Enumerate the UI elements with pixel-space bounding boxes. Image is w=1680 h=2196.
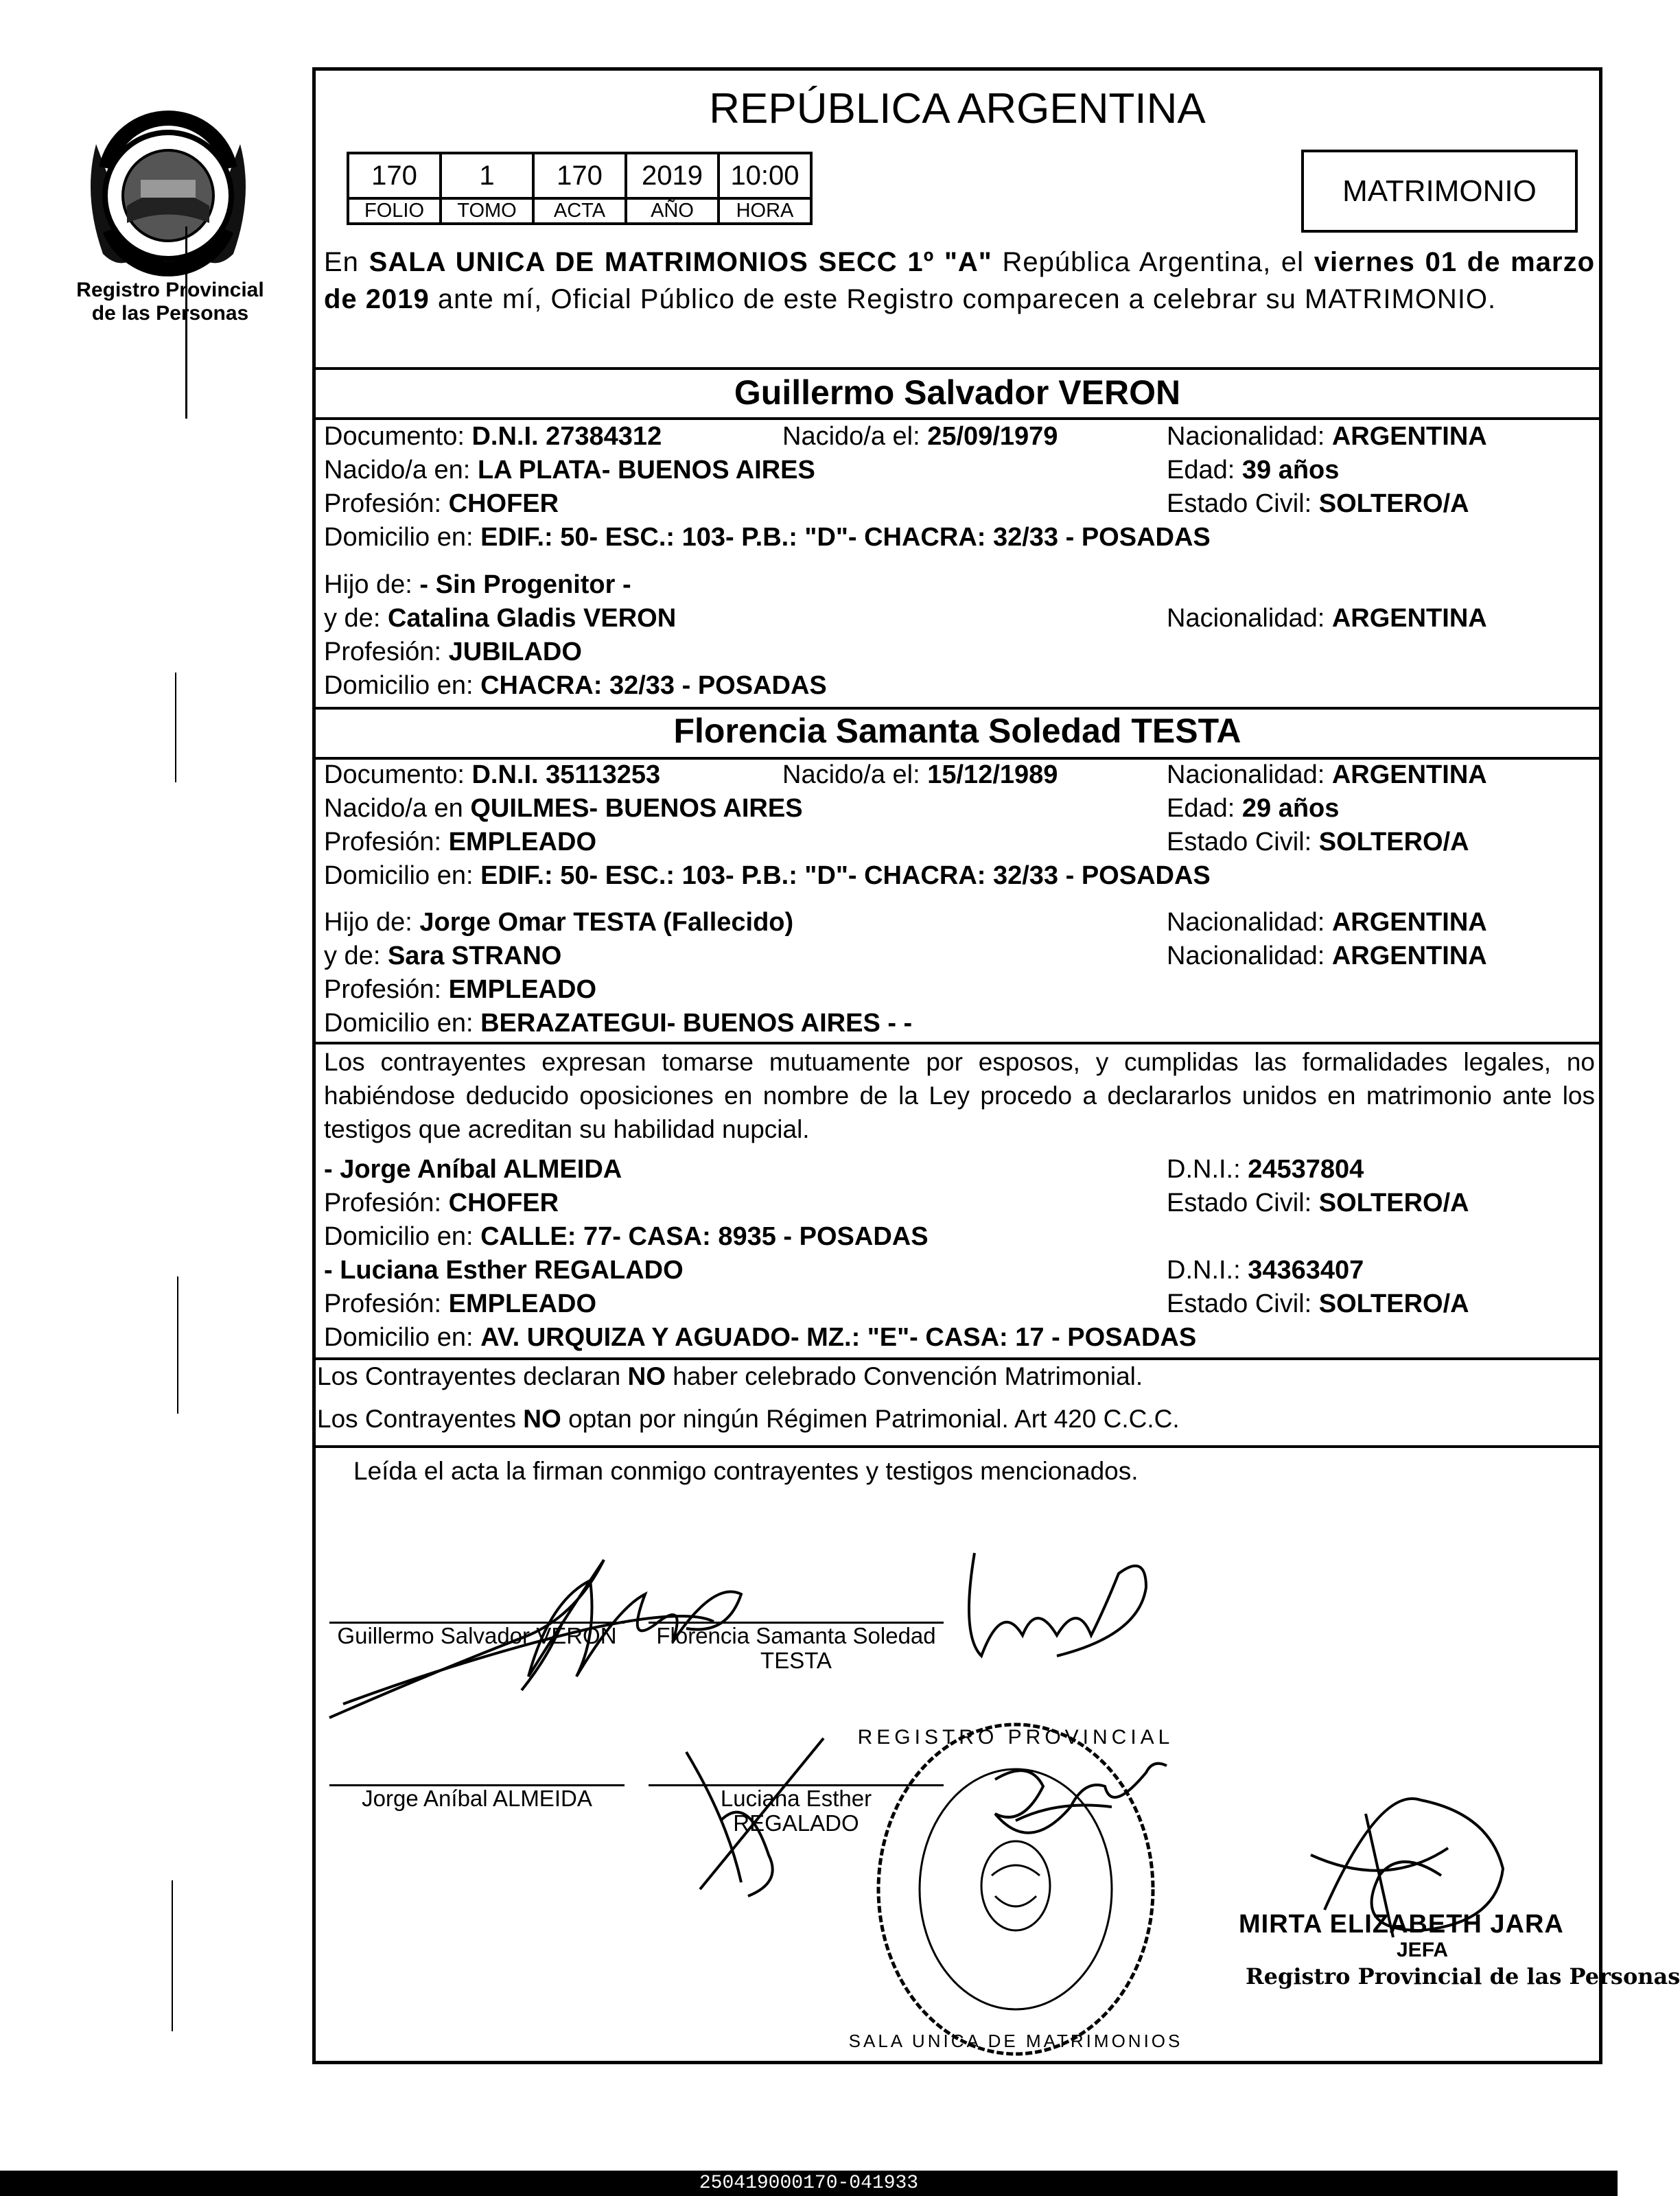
label: Nacido/a en xyxy=(324,794,463,823)
divider xyxy=(316,1042,1599,1044)
official-title: JEFA xyxy=(1397,1939,1449,1961)
registry-caption-line2: de las Personas xyxy=(91,302,249,325)
label: Profesión: xyxy=(324,489,442,518)
label: Profesión: xyxy=(324,638,442,666)
spouse1-nacido-en xyxy=(324,456,815,485)
label: D.N.I.: xyxy=(1167,1256,1241,1285)
spouse2-edad xyxy=(1167,794,1339,824)
divider xyxy=(316,367,1599,370)
intro-office: SALA UNICA DE MATRIMONIOS SECC 1º "A" xyxy=(369,247,992,277)
value: - Sin Progenitor - xyxy=(419,570,631,599)
label: Documento: xyxy=(324,760,465,789)
value: CHACRA: 32/33 - POSADAS xyxy=(480,671,827,700)
label: Estado Civil: xyxy=(1167,828,1312,856)
signature-label-witness2-line2: REGALADO xyxy=(733,1810,859,1836)
spouse1-name: Guillermo Salvador VERON xyxy=(734,373,1181,412)
spouse1-nacido-el xyxy=(782,422,1058,452)
acta-value: 170 xyxy=(533,153,626,198)
value: QUILMES- BUENOS AIRES xyxy=(470,794,803,823)
text: Los Contrayentes xyxy=(317,1405,524,1433)
spouse1-y-de xyxy=(324,604,676,633)
folio-label: FOLIO xyxy=(348,198,441,224)
marriage-certificate xyxy=(312,67,1680,2064)
spouse2-y-de-nacionalidad xyxy=(1167,942,1487,971)
value: ARGENTINA xyxy=(1331,604,1487,633)
value: D.N.I. 27384312 xyxy=(471,422,662,451)
spouse2-padres-domicilio xyxy=(324,1009,912,1038)
spouse2-name: Florencia Samanta Soledad TESTA xyxy=(673,712,1241,750)
label: Domicilio en: xyxy=(324,1323,474,1352)
value: Catalina Gladis VERON xyxy=(387,604,677,633)
ano-value: 2019 xyxy=(626,153,719,198)
divider xyxy=(316,417,1599,420)
label: y de: xyxy=(324,604,381,633)
witness1-domicilio xyxy=(324,1222,929,1252)
value: 34363407 xyxy=(1248,1256,1364,1285)
spouse1-edad xyxy=(1167,456,1339,485)
spouse1-profesion xyxy=(324,489,559,519)
divider xyxy=(316,757,1599,760)
spouse2-padres-profesion xyxy=(324,975,596,1005)
witness1-name xyxy=(324,1155,622,1184)
spouse1-y-de-nacionalidad xyxy=(1167,604,1487,633)
tomo-value: 1 xyxy=(441,153,533,198)
label: Domicilio en: xyxy=(324,861,474,890)
ano-label: AÑO xyxy=(626,198,719,224)
document-barcode-code: 250419000170-041933 xyxy=(0,2171,1618,2196)
label: Estado Civil: xyxy=(1167,489,1312,518)
negation: NO xyxy=(627,1362,666,1390)
value: ARGENTINA xyxy=(1331,422,1487,451)
value: ARGENTINA xyxy=(1331,908,1487,937)
value: EDIF.: 50- ESC.: 103- P.B.: "D"- CHACRA: 32/33 - POSADAS xyxy=(480,861,1211,890)
spouse1-domicilio xyxy=(324,523,1211,552)
label: Profesión: xyxy=(324,828,442,856)
witness2-dni xyxy=(1167,1256,1364,1285)
value: 15/12/1989 xyxy=(927,760,1058,789)
official-seal-icon xyxy=(848,1711,1183,2068)
value: LA PLATA- BUENOS AIRES xyxy=(477,456,815,484)
label: Documento: xyxy=(324,422,465,451)
label: Estado Civil: xyxy=(1167,1289,1312,1318)
witness2-name xyxy=(324,1256,684,1285)
intro-date: viernes 01 de marzo de 2019 xyxy=(324,247,1595,314)
label: Edad: xyxy=(1167,456,1235,484)
declaration-paragraph: Los contrayentes expresan tomarse mutuamente por esposos, y cumplidas las formalidades legales, no habiéndose deducido oposiciones en nombre de la Ley procedo a declararlos unidos en matrimonio ante los testigos que acreditan su habilidad nupcial. xyxy=(324,1048,1595,1143)
label: Profesión: xyxy=(324,1289,442,1318)
spouse1-nacionalidad xyxy=(1167,422,1487,452)
document-type-box: MATRIMONIO xyxy=(1301,150,1578,233)
value: 25/09/1979 xyxy=(927,422,1058,451)
spouse1-hijo-de xyxy=(324,570,631,600)
hora-value: 10:00 xyxy=(719,153,811,198)
signature-label-witness1: Jorge Aníbal ALMEIDA xyxy=(362,1786,592,1811)
spouse2-nacido-el xyxy=(782,760,1058,790)
value: 24537804 xyxy=(1248,1155,1364,1184)
value: CHOFER xyxy=(448,1189,559,1217)
label: D.N.I.: xyxy=(1167,1155,1241,1184)
value: ARGENTINA xyxy=(1331,942,1487,970)
witness2-domicilio xyxy=(324,1323,1196,1353)
label: Nacionalidad: xyxy=(1167,760,1325,789)
value: - Jorge Aníbal ALMEIDA xyxy=(324,1155,622,1184)
spouse1-padres-profesion xyxy=(324,638,582,667)
witness2-profesion xyxy=(324,1289,596,1319)
label: Nacido/a el: xyxy=(782,422,920,451)
scan-mark xyxy=(177,1276,178,1414)
witness1-profesion xyxy=(324,1189,559,1218)
spouse2-hijo-de xyxy=(324,908,793,937)
value: Jorge Omar TESTA (Fallecido) xyxy=(419,908,794,937)
spouse2-nacionalidad xyxy=(1167,760,1487,790)
label: Hijo de: xyxy=(324,570,412,599)
scan-mark xyxy=(172,1880,173,2031)
value: 39 años xyxy=(1241,456,1340,484)
witness2-estado-civil xyxy=(1167,1289,1469,1319)
record-reference-table xyxy=(347,152,813,225)
spouse1-padres-domicilio xyxy=(324,671,827,701)
value: JUBILADO xyxy=(448,638,582,666)
label: Nacido/a en: xyxy=(324,456,471,484)
value: SOLTERO/A xyxy=(1318,828,1469,856)
registry-caption-line1: Registro Provincial xyxy=(76,279,264,301)
label: Domicilio en: xyxy=(324,1009,474,1038)
label: Nacido/a el: xyxy=(782,760,920,789)
label: y de: xyxy=(324,942,381,970)
negation: NO xyxy=(523,1405,561,1433)
label: Hijo de: xyxy=(324,908,412,937)
intro-text-1: En xyxy=(324,247,369,277)
label: Domicilio en: xyxy=(324,1222,474,1251)
spouse1-documento xyxy=(324,422,662,452)
value: SOLTERO/A xyxy=(1318,1189,1469,1217)
margin-mark xyxy=(185,226,187,419)
label: Domicilio en: xyxy=(324,523,474,552)
signature-label-spouse2-line1: Florencia Samanta Soledad xyxy=(656,1623,936,1648)
witness1-dni xyxy=(1167,1155,1364,1184)
svg-text:REGISTRO PROVINCIAL: REGISTRO PROVINCIAL xyxy=(857,1726,1174,1749)
text: optan por ningún Régimen Patrimonial. Art 420 C.C.C. xyxy=(561,1405,1180,1433)
spouse2-y-de xyxy=(324,942,561,971)
spouse2-hijo-nacionalidad xyxy=(1167,908,1487,937)
label: Nacionalidad: xyxy=(1167,908,1325,937)
spouse2-domicilio xyxy=(324,861,1211,891)
value: ARGENTINA xyxy=(1331,760,1487,789)
svg-text:SALA UNICA DE MATRIMONIOS: SALA UNICA DE MATRIMONIOS xyxy=(848,2031,1183,2051)
label: Estado Civil: xyxy=(1167,1189,1312,1217)
label: Edad: xyxy=(1167,794,1235,823)
value: EMPLEADO xyxy=(448,975,597,1004)
tomo-label: TOMO xyxy=(441,198,533,224)
value: AV. URQUIZA Y AGUADO- MZ.: "E"- CASA: 17 - POSADAS xyxy=(480,1323,1197,1352)
registry-logo xyxy=(75,103,261,288)
value: CALLE: 77- CASA: 8935 - POSADAS xyxy=(480,1222,929,1251)
regimen-statement xyxy=(317,1405,1180,1434)
value: SOLTERO/A xyxy=(1318,1289,1469,1318)
value: EMPLEADO xyxy=(448,828,597,856)
value: D.N.I. 35113253 xyxy=(471,760,661,789)
text: Los Contrayentes declaran xyxy=(317,1362,628,1390)
folio-value: 170 xyxy=(348,153,441,198)
acta-label: ACTA xyxy=(533,198,626,224)
official-name: MIRTA ELIZABETH JARA xyxy=(1239,1910,1564,1939)
spouse2-estado-civil xyxy=(1167,828,1469,857)
intro-text-2: República Argentina, el xyxy=(992,247,1314,277)
intro-text-3: ante mí, Oficial Público de este Registro comparecen a celebrar su MATRIMONIO. xyxy=(429,284,1497,314)
divider xyxy=(316,1445,1599,1448)
scan-mark xyxy=(175,673,176,782)
label: Nacionalidad: xyxy=(1167,422,1325,451)
signature-label-spouse1: Guillermo Salvador VERON xyxy=(337,1623,617,1648)
hora-label: HORA xyxy=(719,198,811,224)
spouse2-nacido-en xyxy=(324,794,803,824)
text: haber celebrado Convención Matrimonial. xyxy=(666,1362,1143,1390)
witness1-estado-civil xyxy=(1167,1189,1469,1218)
coat-of-arms-icon xyxy=(75,103,261,288)
label: Nacionalidad: xyxy=(1167,604,1325,633)
value: SOLTERO/A xyxy=(1318,489,1469,518)
label: Domicilio en: xyxy=(324,671,474,700)
convencion-statement xyxy=(317,1362,1143,1391)
value: EMPLEADO xyxy=(448,1289,597,1318)
value: Sara STRANO xyxy=(387,942,562,970)
spouse2-profesion xyxy=(324,828,596,857)
spouse1-estado-civil xyxy=(1167,489,1469,519)
label: Profesión: xyxy=(324,975,442,1004)
divider xyxy=(316,707,1599,710)
value: EDIF.: 50- ESC.: 103- P.B.: "D"- CHACRA: 32/33 - POSADAS xyxy=(480,523,1211,552)
value: CHOFER xyxy=(448,489,559,518)
value: - Luciana Esther REGALADO xyxy=(324,1256,684,1285)
official-department: Registro Provincial de las Personas xyxy=(1246,1963,1680,1989)
signature-label-witness2-line1: Luciana Esther xyxy=(720,1786,872,1811)
value: BERAZATEGUI- BUENOS AIRES - - xyxy=(480,1009,913,1038)
spouse2-documento xyxy=(324,760,660,790)
country-title: REPÚBLICA ARGENTINA xyxy=(709,85,1206,132)
signature-label-spouse2-line2: TESTA xyxy=(760,1648,832,1673)
label: Nacionalidad: xyxy=(1167,942,1325,970)
value: 29 años xyxy=(1241,794,1340,823)
reading-statement: Leída el acta la firman conmigo contrayentes y testigos mencionados. xyxy=(353,1457,1139,1485)
intro-paragraph xyxy=(324,244,1595,318)
divider xyxy=(316,1357,1599,1360)
label: Profesión: xyxy=(324,1189,442,1217)
